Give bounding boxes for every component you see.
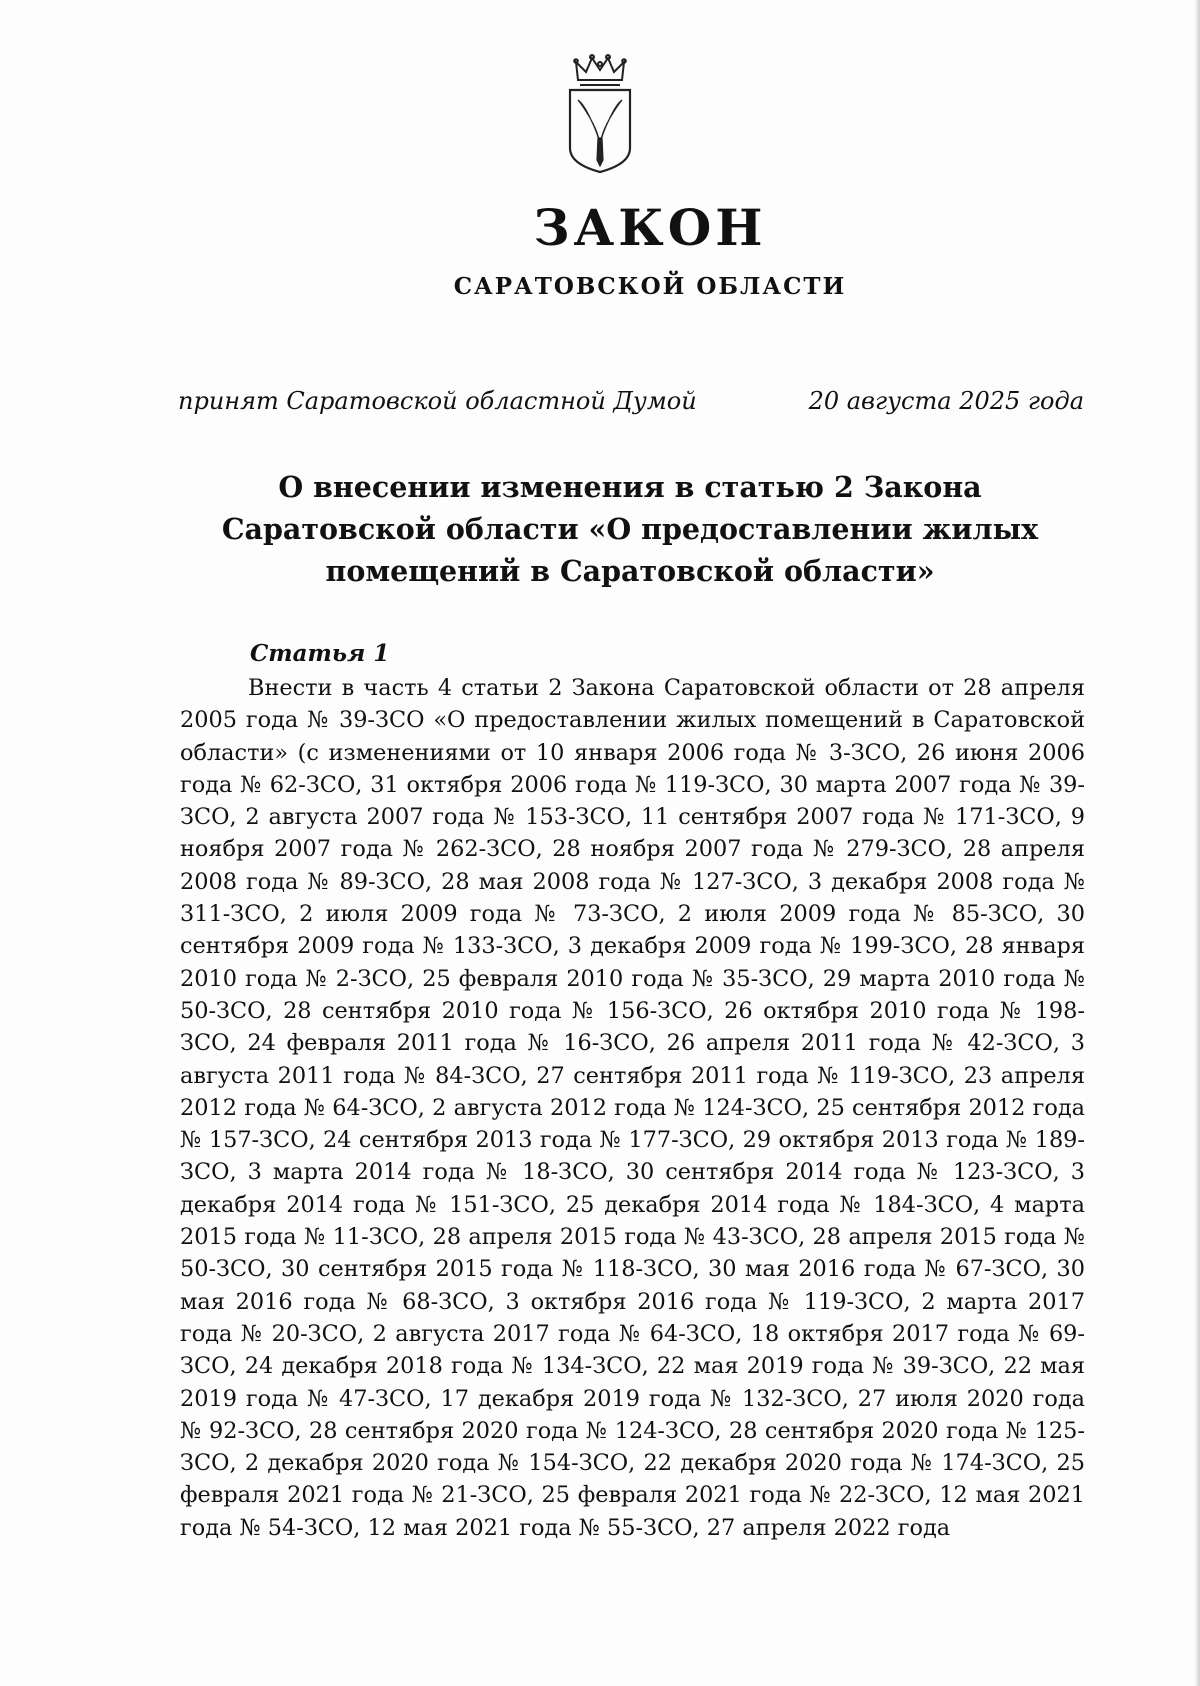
saratov-coat-of-arms-icon [562,52,638,176]
law-region-subtitle: САРАТОВСКОЙ ОБЛАСТИ [453,273,847,300]
adopted-by-text: принят Саратовской областной Думой [178,387,697,415]
document-heading: О внесении изменения в статью 2 Закона Саратовской области «О предоставлении жилых помещений в Саратовской области» [221,470,1039,588]
article-title: Статья 1 [250,640,390,667]
law-title: ЗАКОН [533,198,767,257]
article-body-text: Внести в часть 4 статьи 2 Закона Саратовской области от 28 апреля 2005 года № 39-ЗСО «О предоставлении жилых помещений в Саратовской области» (с изменениями от 10 января 2006 года № 3-ЗСО, 26 июня 2006 года № 62-ЗСО, 31 октября 2006 года № 119-ЗСО, 30 марта 2007 года № 39-ЗСО, 2 августа 2007 года № 153-ЗСО, 11 сентября 2007 года № 171-ЗСО, 9 ноября 2007 года № 262-ЗСО, 28 ноября 2007 года № 279-ЗСО, 28 апреля 2008 года № 89-ЗСО, 28 мая 2008 года № 127-ЗСО, 3 декабря 2008 года № 311-ЗСО, 2 июля 2009 года № 73-ЗСО, 2 июля 2009 года № 85-ЗСО, 30 сентября 2009 года № 133-ЗСО, 3 декабря 2009 года № 199-ЗСО, 28 января 2010 года № 2-ЗСО, 25 февраля 2010 года № 35-ЗСО, 29 марта 2010 года № 50-ЗСО, 28 сентября 2010 года № 156-ЗСО, 26 октября 2010 года № 198-ЗСО, 24 февраля 2011 года № 16-ЗСО, 26 апреля 2011 года № 42-ЗСО, 3 августа 2011 года № 84-ЗСО, 27 сентября 2011 года № 119-ЗСО, 23 апреля 2012 года № 64-ЗСО, 2 августа 2012 года № 124-ЗСО, 25 сентября 2012 года № 157-ЗСО, 24 сентября 2013 года № 177-ЗСО, 29 октября 2013 года № 189-ЗСО, 3 марта 2014 года № 18-ЗСО, 30 сентября 2014 года № 123-ЗСО, 3 декабря 2014 года № 151-ЗСО, 25 декабря 2014 года № 184-ЗСО, 4 марта 2015 года № 11-ЗСО, 28 апреля 2015 года № 43-ЗСО, 28 апреля 2015 года № 50-ЗСО, 30 сентября 2015 года № 118-ЗСО, 30 мая 2016 года № 67-ЗСО, 30 мая 2016 года № 68-ЗСО, 3 октября 2016 года № 119-ЗСО, 2 марта 2017 года № 20-ЗСО, 2 августа 2017 года № 64-ЗСО, 18 октября 2017 года № 69-ЗСО, 24 декабря 2018 года № 134-ЗСО, 22 мая 2019 года № 39-ЗСО, 22 мая 2019 года № 47-ЗСО, 17 декабря 2019 года № 132-ЗСО, 27 июля 2020 года № 92-ЗСО, 28 сентября 2020 года № 124-ЗСО, 28 сентября 2020 года № 125-ЗСО, 2 декабря 2020 года № 154-ЗСО, 22 декабря 2020 года № 174-ЗСО, 25 февраля 2021 года № 21-ЗСО, 25 февраля 2021 года № 22-ЗСО, 12 мая 2021 года № 54-ЗСО, 12 мая 2021 года № 55-ЗСО, 27 апреля 2022 года [180,675,1085,1541]
adopted-date-text: 20 августа 2025 года [808,387,1084,415]
